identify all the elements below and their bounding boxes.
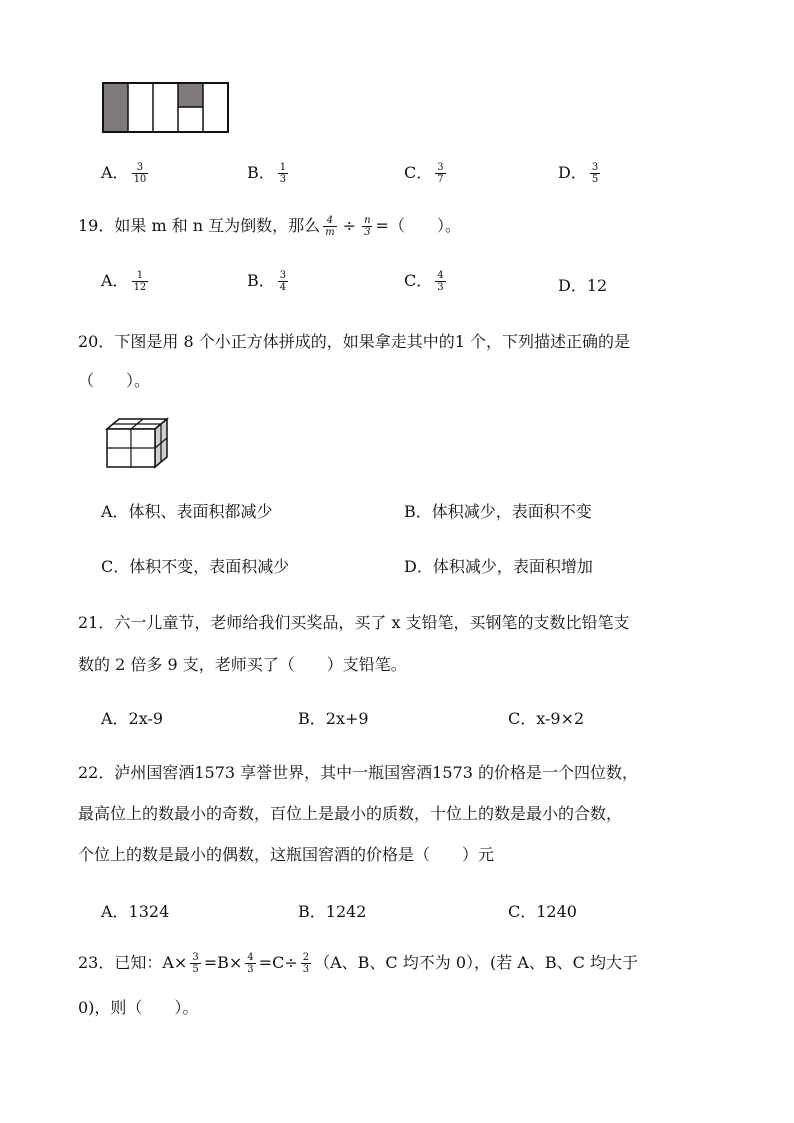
- q18-option-c[interactable]: C． $\frac{3}{7}$: [404, 162, 444, 185]
- fraction: $\frac{1}{12}$: [133, 270, 147, 293]
- q19-option-c[interactable]: C． $\frac{4}{3}$: [404, 270, 444, 293]
- q19-option-a[interactable]: A． $\frac{1}{12}$: [101, 270, 147, 293]
- fraction-2-over-3: $\frac{2}{3}$: [302, 952, 310, 975]
- q20-option-a[interactable]: A．体积、表面积都减少: [101, 502, 273, 521]
- fraction: $\frac{3}{10}$: [133, 162, 147, 185]
- fraction-strip-figure: [102, 82, 230, 134]
- q22-option-a[interactable]: A．1324: [101, 902, 170, 921]
- fraction-4-over-m: $\frac{4}{m}$: [325, 215, 335, 238]
- fraction: $\frac{4}{3}$: [437, 270, 444, 293]
- cube-stack-figure: [104, 416, 170, 472]
- q19-option-d[interactable]: D．12: [558, 276, 608, 295]
- q19-option-b[interactable]: B． $\frac{3}{4}$: [247, 270, 287, 293]
- question-23-stem-line2: 0)，则（ ）。: [78, 998, 199, 1017]
- question-23-stem-line1: 23．已知：A× $\frac{3}{5}$ =B× $\frac{4}{3}$ =C÷ $\frac{2}{3}$ （A、B、C 均不为 0），(若 A、B、C 均大于: [78, 952, 638, 975]
- fraction: $\frac{3}{5}$: [591, 162, 599, 185]
- fraction: $\frac{3}{4}$: [279, 270, 287, 293]
- fraction: $\frac{3}{7}$: [437, 162, 444, 185]
- q18-option-a[interactable]: A． $\frac{3}{10}$: [101, 162, 147, 185]
- question-21-stem-line2: 数的 2 倍多 9 支，老师买了（ ）支铅笔。: [78, 655, 407, 674]
- q21-option-a[interactable]: A．2x-9: [101, 709, 164, 728]
- q22-option-c[interactable]: C．1240: [508, 902, 577, 921]
- fraction-3-over-5: $\frac{3}{5}$: [192, 952, 199, 975]
- q20-option-b[interactable]: B．体积减少，表面积不变: [404, 502, 592, 521]
- fraction-4-over-3: $\frac{4}{3}$: [247, 952, 254, 975]
- strip-cell-1-shaded: [103, 83, 128, 132]
- question-20-stem-line2: （ ）。: [78, 371, 151, 390]
- q22-option-b[interactable]: B．1242: [298, 902, 367, 921]
- fraction: $\frac{1}{3}$: [279, 162, 287, 185]
- question-19-stem: 19．如果 m 和 n 互为倒数，那么 $\frac{4}{m}$ ÷ $\frac{n}{3}$ =（ ）。: [78, 215, 461, 238]
- strip-cell-4-top-shaded: [178, 83, 203, 107]
- question-22-stem-line2: 最高位上的数最小的奇数，百位上是最小的质数，十位上的数是最小的合数，: [78, 804, 623, 823]
- q21-option-c[interactable]: C．x-9×2: [508, 709, 585, 728]
- fraction-n-over-3: $\frac{n}{3}$: [364, 215, 371, 238]
- question-21-stem-line1: 21．六一儿童节，老师给我们买奖品，买了 x 支铅笔，买钢笔的支数比铅笔支: [78, 613, 630, 632]
- question-22-stem-line1: 22．泸州国窖酒1573 享誉世界，其中一瓶国窖酒1573 的价格是一个四位数，: [78, 763, 638, 782]
- q21-option-b[interactable]: B．2x+9: [298, 709, 369, 728]
- q18-option-b[interactable]: B． $\frac{1}{3}$: [247, 162, 287, 185]
- q20-option-c[interactable]: C．体积不变，表面积减少: [101, 557, 290, 576]
- q18-option-d[interactable]: D． $\frac{3}{5}$: [558, 162, 599, 185]
- question-20-stem-line1: 20．下图是用 8 个小正方体拼成的，如果拿走其中的1 个，下列描述正确的是: [78, 332, 630, 351]
- q20-option-d[interactable]: D．体积减少，表面积增加: [404, 557, 593, 576]
- question-22-stem-line3: 个位上的数是最小的偶数，这瓶国窖酒的价格是（ ）元: [78, 845, 495, 864]
